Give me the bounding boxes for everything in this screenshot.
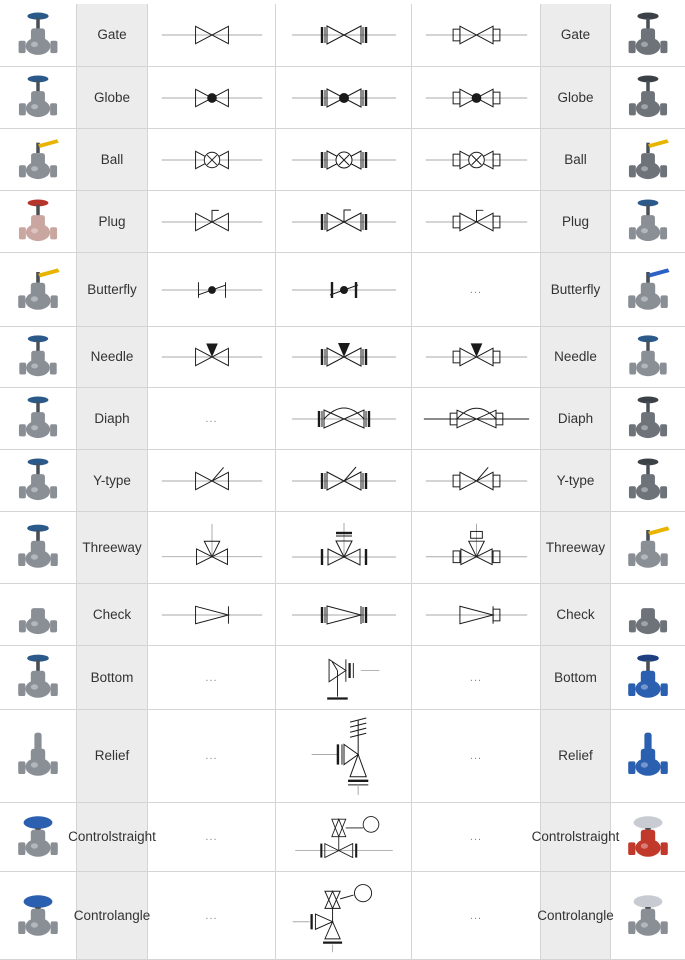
valve-name-text: Three (545, 539, 582, 555)
symbol-globe-socket (412, 67, 541, 128)
symbol-relief (276, 710, 412, 802)
symbol-needle-flanged (276, 327, 412, 387)
forged-globe-icon (611, 67, 685, 128)
empty-symbol-cell (412, 710, 541, 802)
empty-symbol-cell (148, 803, 276, 871)
empty-symbol-cell (412, 872, 541, 959)
valve-name-text: Globe (93, 89, 131, 105)
valve-name-text: straight (575, 829, 620, 844)
valve-name-text: Plug (561, 213, 590, 229)
control-red-icon (611, 803, 685, 871)
bottom-blue-icon (611, 646, 685, 709)
symbol-diaph-flanged (276, 388, 412, 449)
empty-symbol-cell (412, 253, 541, 326)
globe-valve-icon (0, 67, 77, 128)
valve-name-right (541, 67, 611, 128)
valve-name-text: Diaph (557, 410, 594, 426)
gate-icon (0, 4, 77, 66)
valve-name-left (77, 67, 148, 128)
valve-name-left (77, 584, 148, 645)
empty-symbol-cell (412, 803, 541, 871)
forged-ball-icon (611, 129, 685, 190)
symbol-diaph-socket (412, 388, 541, 449)
valve-name-text: Needle (554, 349, 597, 364)
control-angle-valve-icon (0, 872, 77, 959)
y-type-valve-icon (0, 450, 77, 511)
symbol-gate-flanged (276, 4, 412, 66)
valve-name-text: Ball (564, 151, 587, 167)
valve-name-text: Gate (97, 27, 127, 42)
symbol-check-socket (412, 584, 541, 645)
symbol-check (148, 584, 276, 645)
valve-name-left (77, 710, 148, 802)
relief-valve-icon (0, 710, 77, 802)
valve-name-right (541, 4, 611, 66)
symbol-ytype (148, 450, 276, 511)
table-row-butterfly (0, 253, 685, 327)
valve-name-left (77, 253, 148, 326)
empty-placeholder: ... (205, 412, 218, 425)
symbol-control-angle (276, 872, 412, 959)
table-row-plug (0, 191, 685, 253)
plug-stem-icon (611, 191, 685, 252)
valve-name-left (77, 327, 148, 387)
symbol-gate-socket (412, 4, 541, 66)
symbol-ytype-flanged (276, 450, 412, 511)
valve-name-text: Diaph (94, 410, 130, 426)
valve-name-text: Relief (94, 748, 130, 763)
needle-handwheel-icon (611, 327, 685, 387)
valve-name-right (541, 253, 611, 326)
table-row-check (0, 584, 685, 646)
butterfly-valve-icon (0, 253, 77, 326)
valve-name-right (541, 450, 611, 511)
valve-name-right (541, 584, 611, 645)
diaphragm-forged-icon (611, 388, 685, 449)
table-row-diaph (0, 388, 685, 450)
ball-valve-icon (0, 129, 77, 190)
control-angle-silver-icon (611, 872, 685, 959)
empty-placeholder: ... (205, 909, 218, 922)
empty-symbol-cell (148, 646, 276, 709)
valve-name-right (541, 191, 611, 252)
symbol-threeway (148, 512, 276, 583)
valve-name-text: Needle (90, 349, 134, 364)
table-row-globe (0, 67, 685, 129)
valve-name-right (541, 327, 611, 387)
symbol-threeway-socket (412, 512, 541, 583)
empty-symbol-cell (148, 710, 276, 802)
valve-name-right (541, 646, 611, 709)
valve-name-right (531, 803, 620, 871)
valve-name-text: Three (82, 539, 118, 555)
symbol-ball-flanged (276, 129, 412, 190)
valve-name-text: Control (68, 829, 112, 844)
symbol-globe-flanged (276, 67, 412, 128)
valve-name-text: Butterfly (87, 281, 137, 297)
empty-placeholder: ... (205, 831, 218, 843)
valve-name-left (77, 450, 148, 511)
valve-name-text: Plug (98, 213, 126, 229)
valve-name-left (73, 872, 151, 959)
table-row-ytype (0, 450, 685, 512)
valve-name-text: Bottom (90, 669, 134, 685)
valve-name-text: Bottom (554, 669, 597, 685)
valve-name-left (77, 4, 148, 66)
control-valve-icon (0, 803, 77, 871)
empty-symbol-cell (148, 872, 276, 959)
valve-name-left (77, 646, 148, 709)
valve-name-right (541, 710, 611, 802)
check-valve-icon (0, 584, 77, 645)
symbol-threeway-flanged (276, 512, 412, 583)
empty-placeholder: ... (205, 750, 218, 762)
valve-name-right (537, 872, 614, 959)
butterfly-lever-icon (611, 253, 685, 326)
symbol-butterfly (148, 253, 276, 326)
symbol-needle-socket (412, 327, 541, 387)
table-row-controlstraight (0, 803, 685, 872)
empty-placeholder: ... (469, 909, 483, 922)
symbol-ball (148, 129, 276, 190)
valve-name-text: straight (111, 829, 156, 844)
symbol-plug-flanged (276, 191, 412, 252)
diaphragm-valve-icon (0, 388, 77, 449)
valve-name-text: Control (537, 907, 581, 923)
symbol-ytype-socket (412, 450, 541, 511)
symbol-check-flanged (276, 584, 412, 645)
symbol-ball-socket (412, 129, 541, 190)
symbol-needle (148, 327, 276, 387)
empty-placeholder: ... (469, 831, 483, 843)
valve-name-left (77, 129, 148, 190)
valve-name-left (77, 388, 148, 449)
empty-symbol-cell (148, 388, 276, 449)
valve-name-text: Y-type (556, 472, 595, 488)
table-row-relief (0, 710, 685, 803)
table-row-ball (0, 129, 685, 191)
valve-name-text: Control (531, 829, 576, 844)
valve-name-left (77, 191, 148, 252)
empty-placeholder: ... (469, 283, 483, 296)
valve-name-text: Gate (560, 27, 591, 42)
valve-name-text: Check (556, 606, 595, 622)
valve-name-left (77, 512, 148, 583)
valve-name-text: way (581, 539, 606, 555)
valve-name-right (541, 388, 611, 449)
valve-name-text: Globe (557, 89, 594, 105)
table-row-threeway (0, 512, 685, 584)
three-way-ball-icon (611, 512, 685, 583)
relief-blue-icon (611, 710, 685, 802)
symbol-plug (148, 191, 276, 252)
symbol-globe (148, 67, 276, 128)
valve-name-text: angle (117, 907, 151, 923)
empty-placeholder: ... (469, 671, 483, 684)
table-row-gate (0, 4, 685, 67)
forged-gate-icon (611, 4, 685, 66)
valve-name-text: Ball (100, 151, 124, 167)
valve-name-right (541, 512, 611, 583)
needle-valve-icon (0, 327, 77, 387)
empty-symbol-cell (412, 646, 541, 709)
symbol-butterfly-flanged (276, 253, 412, 326)
plug-valve-icon (0, 191, 77, 252)
valve-name-right (541, 129, 611, 190)
valve-name-text: Control (73, 907, 118, 923)
table-row-needle (0, 327, 685, 388)
valve-name-text: Check (92, 606, 132, 622)
valve-name-text: Relief (558, 748, 593, 763)
check-forged-icon (611, 584, 685, 645)
symbol-control-straight (276, 803, 412, 871)
y-type-forged-icon (611, 450, 685, 511)
valve-name-text: Y-type (93, 472, 131, 488)
valve-name-text: way (117, 539, 142, 555)
symbol-bottom (276, 646, 412, 709)
valve-name-text: angle (580, 907, 614, 923)
symbol-gate (148, 4, 276, 66)
bottom-valve-icon (0, 646, 77, 709)
valve-name-text: Butterfly (550, 281, 601, 297)
empty-placeholder: ... (469, 750, 483, 762)
table-row-controlangle (0, 872, 685, 960)
symbol-plug-socket (412, 191, 541, 252)
empty-placeholder: ... (205, 671, 218, 684)
valve-name-left (68, 803, 156, 871)
three-way-valve-icon (0, 512, 77, 583)
table-row-bottom (0, 646, 685, 710)
